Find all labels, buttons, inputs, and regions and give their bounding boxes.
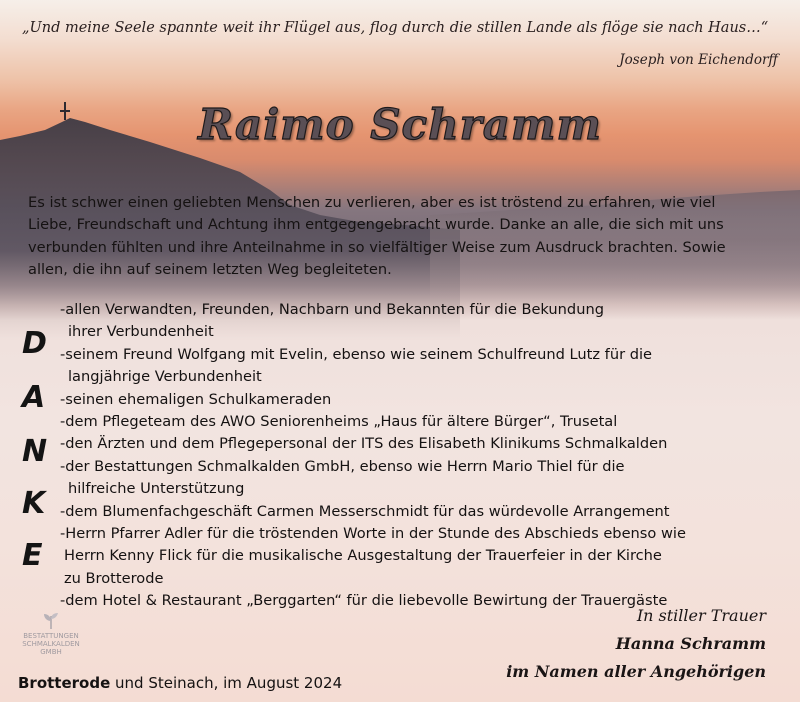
logo-text: SCHMALKALDEN [22,640,80,648]
thanks-line: Herrn Kenny Flick für die musikalische Ausgestaltung der Trauerfeier in der Kirche [64,547,662,565]
danke-letter: E [22,538,43,573]
logo-text: GMBH [40,648,62,656]
danke-letter: N [22,434,48,469]
thanks-line: -der Bestattungen Schmalkalden GmbH, ebenso wie Herrn Mario Thiel für die [60,457,625,475]
thanks-line: langjährige Verbundenheit [68,368,262,386]
thanks-line: -dem Hotel & Restaurant „Berggarten“ für die liebevolle Bewirtung der Trauergäste [60,592,668,610]
place-rest: und Steinach, im August 2024 [110,674,343,692]
logo-text: BESTATTUNGEN [23,632,79,640]
intro-line: allen, die ihn auf seinem letzten Weg begleiteten. [28,261,392,279]
thanks-line: -den Ärzten und dem Pflegepersonal der ITS des Elisabeth Klinikums Schmalkalden [60,435,668,453]
thanks-line: zu Brotterode [64,569,164,587]
danke-letter: D [22,326,47,361]
thanks-line: -seinem Freund Wolfgang mit Evelin, ebenso wie seinem Schulfreund Lutz für die [60,345,653,363]
deceased-name: Raimo Schramm [198,100,602,149]
thanks-line: ihrer Verbundenheit [68,323,214,341]
leaf-icon [41,612,61,630]
signature-line-1: In stiller Trauer [636,606,766,625]
thanks-line: -allen Verwandten, Freunden, Nachbarn und Bekannten für die Bekundung [60,301,604,318]
quote-author: Joseph von Eichendorff [619,52,778,68]
signature-line-3: im Namen aller Angehörigen [506,662,766,681]
place-date [18,674,342,692]
quote-text: „Und meine Seele spannte weit ihr Flügel aus, flog durch die stillen Lande als flöge sie nach Haus…“ [22,20,769,36]
danke-letter: A [22,380,46,415]
thanks-line: -Herrn Pfarrer Adler für die tröstenden Worte in der Stunde des Abschieds ebenso wie [60,525,686,543]
thanks-list [60,299,780,613]
thanks-line: hilfreiche Unterstützung [68,480,245,498]
thanks-line: -dem Blumenfachgeschäft Carmen Messerschmidt für das würdevolle Arrangement [60,502,670,520]
intro-paragraph [28,192,788,282]
hill-landscape [0,0,800,340]
intro-line: verbunden fühlten und ihre Anteilnahme in so vielfältiger Weise zum Ausdruck brachten. Sowie [28,238,726,256]
intro-line: Liebe, Freundschaft und Achtung ihm entgegengebracht wurde. Danke an alle, die sich mit uns [28,216,724,234]
place-town: Brotterode [18,674,111,692]
thanks-line: -dem Pflegeteam des AWO Seniorenheims „Haus für ältere Bürger“, Trusetal [60,413,618,431]
signature-name: Hanna Schramm [615,634,766,653]
thanks-line: -seinen ehemaligen Schulkameraden [60,390,332,408]
danke-letter: K [22,486,46,521]
intro-line: Es ist schwer einen geliebten Menschen zu verlieren, aber es ist tröstend zu erfahren, wie viel [28,194,716,211]
funeral-home-logo [18,612,84,656]
